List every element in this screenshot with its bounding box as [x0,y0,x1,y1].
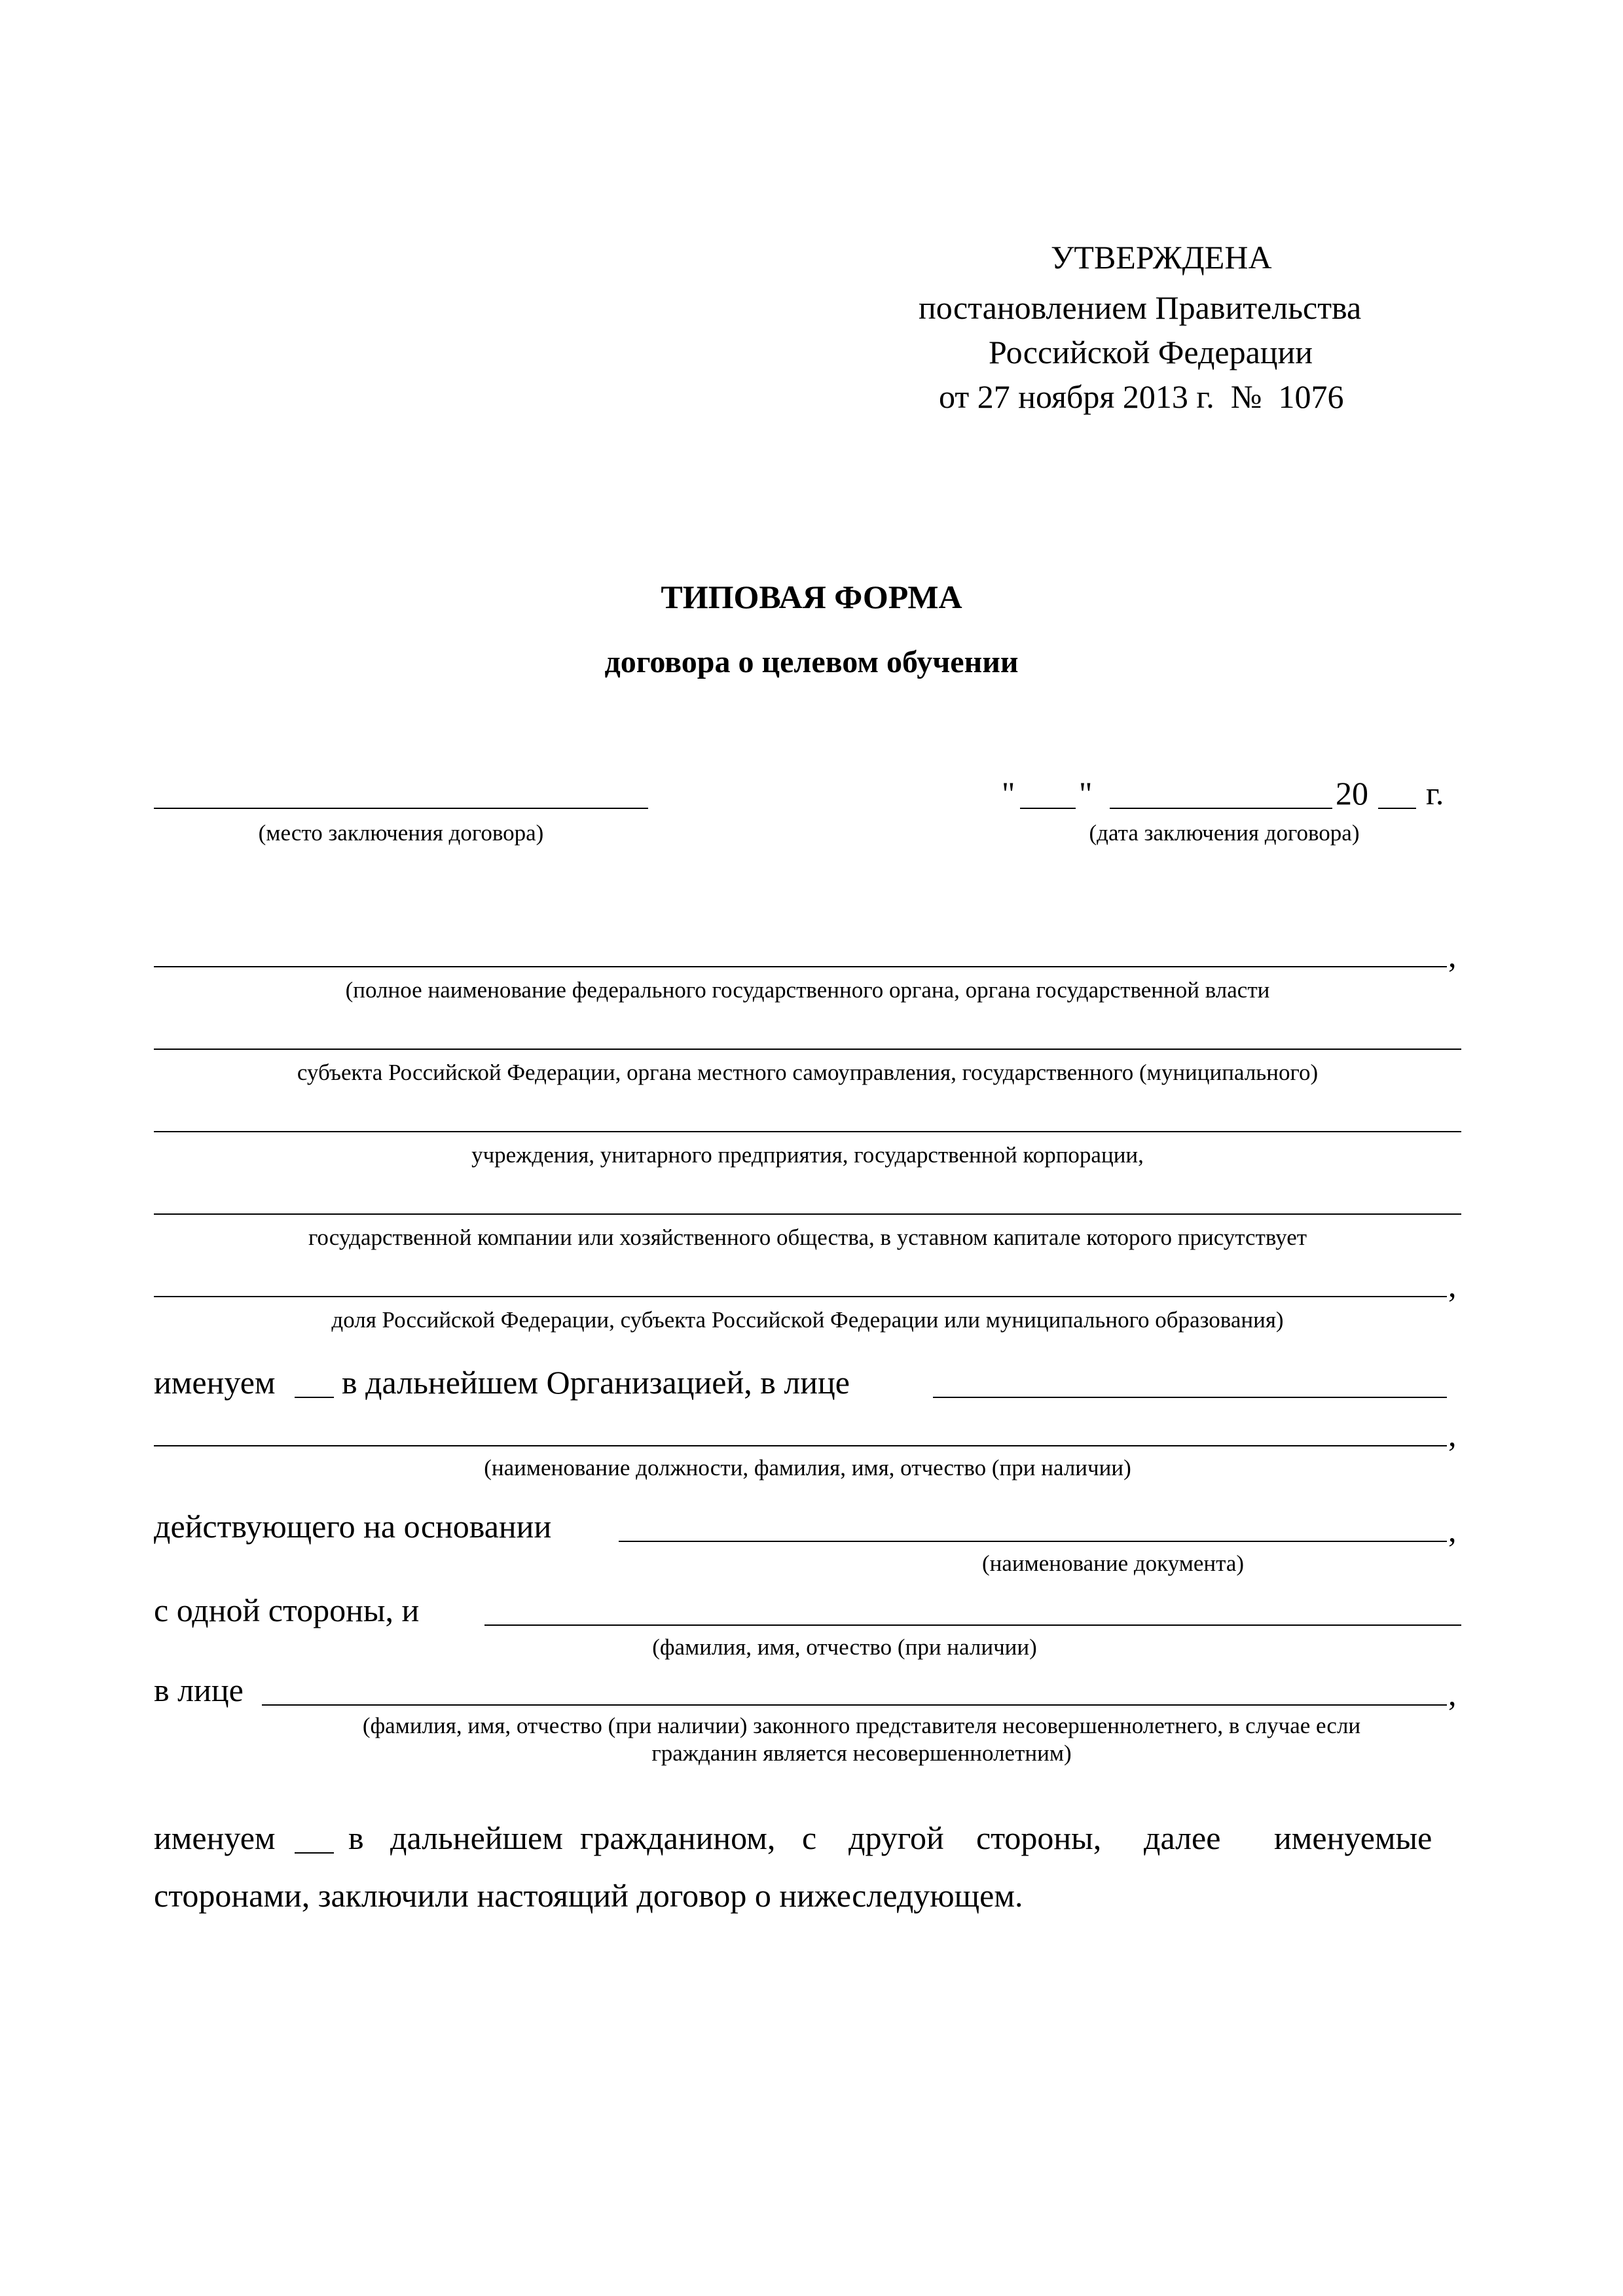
named-organization-prefix: именуем [154,1364,276,1401]
date-year-blank [1378,808,1416,809]
closing-word-6: стороны, [976,1820,1102,1856]
citizen-name-blank [484,1624,1461,1626]
date-caption: (дата заключения договора) [1089,820,1360,846]
document-caption: (наименование документа) [981,1551,1245,1576]
organization-blank-2 [154,1049,1461,1050]
in-person-text: в лице [154,1672,244,1708]
date-open-quote: " [1002,775,1015,812]
named-ending-blank-2 [295,1852,334,1854]
closing-named-prefix: именуем [154,1820,276,1856]
approval-line-2: Российской Федерации [989,334,1313,370]
document-blank [619,1541,1447,1542]
organization-caption-3: учреждения, унитарного предприятия, государственной корпорации, [471,1142,1144,1168]
approval-label: УТВЕРЖДЕНА [1051,239,1272,276]
one-side-text: с одной стороны, и [154,1592,420,1628]
organization-caption-2: субъекта Российской Федерации, органа местного самоуправления, государственного (муниципального) [297,1060,1319,1085]
guardian-blank [262,1704,1447,1706]
acting-basis-comma: , [1448,1512,1457,1549]
named-ending-blank-1 [295,1397,334,1398]
approval-line-1: постановлением Правительства [919,289,1362,326]
organization-blank-4 [154,1213,1461,1215]
acting-basis-text: действующего на основании [154,1508,552,1545]
guardian-comma: , [1448,1676,1457,1712]
date-month-blank [1110,808,1332,809]
citizen-name-caption: (фамилия, имя, отчество (при наличии) [652,1634,1037,1660]
position-caption: (наименование должности, фамилия, имя, отчество (при наличии) [484,1455,1131,1480]
closing-word-5: другой [848,1820,944,1856]
place-blank [154,808,648,809]
organization-blank-5 [154,1296,1447,1297]
named-organization-text: в дальнейшем Организацией, в лице [342,1364,850,1401]
date-year-suffix: г. [1426,775,1444,812]
guardian-caption-line-2: гражданин является несовершеннолетним) [651,1740,1072,1766]
date-day-blank [1020,808,1076,809]
representative-blank-1 [933,1397,1447,1398]
organization-caption-4: государственной компании или хозяйственного общества, в уставном капитале которого присутствует [308,1225,1307,1250]
organization-caption-1: (полное наименование федерального государственного органа, органа государственной власти [345,977,1270,1003]
approval-line-3: от 27 ноября 2013 г. № 1076 [939,378,1344,415]
document-title: ТИПОВАЯ ФОРМА [661,579,962,615]
organization-blank-1 [154,966,1447,967]
guardian-caption-line-1: (фамилия, имя, отчество (при наличии) законного представителя несовершеннолетнего, в случае если [362,1713,1361,1738]
closing-word-8: именуемые [1274,1820,1432,1856]
closing-word-1: в [348,1820,364,1856]
closing-word-4: с [802,1820,817,1856]
closing-word-2: дальнейшем [390,1820,563,1856]
organization-caption-5: доля Российской Федерации, субъекта Российской Федерации или муниципального образования) [331,1307,1284,1333]
closing-line-2: сторонами, заключили настоящий договор о нижеследующем. [154,1877,1023,1914]
organization-comma-1: , [1448,937,1457,974]
organization-comma-5: , [1448,1267,1457,1304]
organization-blank-3 [154,1131,1461,1132]
place-caption: (место заключения договора) [258,820,544,846]
document-subtitle: договора о целевом обучении [604,645,1019,679]
closing-word-7: далее [1144,1820,1221,1856]
representative-comma: , [1448,1416,1457,1453]
representative-blank-2 [154,1445,1447,1446]
date-close-quote: " [1079,775,1093,812]
closing-word-3: гражданином, [580,1820,776,1856]
date-year-prefix: 20 [1336,775,1368,812]
